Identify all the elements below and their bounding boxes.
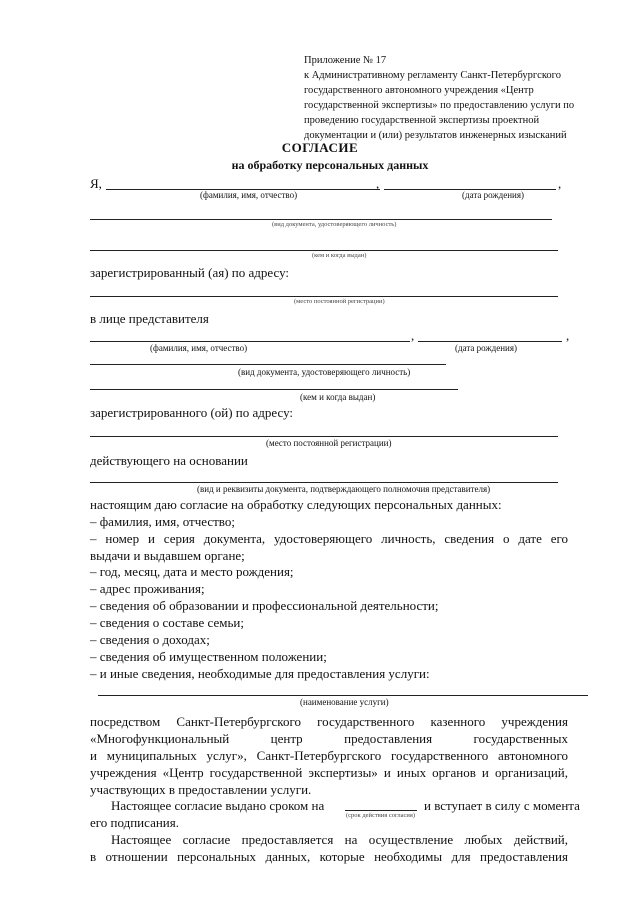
data-item: – номер и серия документа, удостоверяющего личность, сведения о дате его	[90, 531, 568, 546]
data-item: выдачи и выдавшем органе;	[90, 548, 245, 563]
representative-issued-field[interactable]	[90, 389, 458, 390]
representative-document-field[interactable]	[90, 364, 446, 365]
representative-document-caption: (вид документа, удостоверяющего личность)	[238, 367, 411, 377]
validity-term-field[interactable]	[345, 810, 417, 811]
validity-caption: (срок действия согласия)	[346, 812, 416, 819]
representative-address-caption: (место постоянной регистрации)	[266, 438, 392, 448]
subject-document-field[interactable]	[90, 219, 552, 220]
appendix-line: Приложение № 17	[304, 55, 387, 66]
means-line: учреждения «Центр государственной экспертизы» и иных органов и организаций,	[90, 765, 568, 780]
representative-basis-field[interactable]	[90, 482, 558, 483]
data-item: – и иные сведения, необходимые для предоставления услуги:	[90, 666, 430, 681]
subject-issued-caption: (кем и когда выдан)	[312, 252, 367, 259]
subject-address-caption: (место постоянной регистрации)	[294, 298, 385, 305]
representative-name-caption: (фамилия, имя, отчество)	[150, 343, 248, 353]
appendix-line: проведению государственной экспертизы проектной	[304, 115, 540, 126]
service-name-field[interactable]	[98, 695, 588, 696]
purpose-line: Настоящее согласие предоставляется на осуществление любых действий,	[111, 832, 568, 847]
representative-address-field[interactable]	[90, 436, 558, 437]
comma: ,	[558, 176, 562, 191]
subject-address-field[interactable]	[90, 296, 558, 297]
subject-address-label: зарегистрированный (ая) по адресу:	[90, 265, 290, 280]
validity-start: Настоящее согласие выдано сроком на	[111, 798, 325, 813]
validity-line2: его подписания.	[90, 815, 179, 830]
representative-issued-caption: (кем и когда выдан)	[300, 392, 376, 402]
consent-intro: настоящим даю согласие на обработку следующих персональных данных:	[90, 497, 502, 512]
comma: ,	[411, 328, 415, 343]
representative-name-field[interactable]	[90, 341, 410, 342]
representative-dob-caption: (дата рождения)	[455, 343, 517, 353]
representative-label: в лице представителя	[90, 311, 209, 326]
comma: ,	[566, 328, 570, 343]
service-caption: (наименование услуги)	[300, 697, 389, 707]
data-item: – сведения о составе семьи;	[90, 615, 244, 630]
data-item: – сведения об имущественном положении;	[90, 649, 327, 664]
means-line: участвующих в предоставлении услуги.	[90, 782, 312, 797]
comma: ,	[376, 176, 380, 191]
validity-end: и вступает в силу с момента	[424, 798, 580, 813]
appendix-line: государственного автономного учреждения «Центр	[304, 85, 534, 96]
subject-dob-caption: (дата рождения)	[462, 190, 524, 200]
appendix-line: к Административному регламенту Санкт-Петербургского	[304, 70, 561, 81]
appendix-line: документации и (или) результатов инженерных изысканий	[304, 130, 567, 141]
subject-issued-field[interactable]	[90, 250, 558, 251]
appendix-line: государственной экспертизы» по предоставлению услуги по	[304, 100, 575, 111]
representative-basis-caption: (вид и реквизиты документа, подтверждающего полномочия представителя)	[197, 484, 491, 494]
means-line: и муниципальных услуг», Санкт-Петербургского государственного автономного	[90, 748, 568, 763]
data-item: – адрес проживания;	[90, 581, 205, 596]
subject-prefix: Я,	[90, 176, 102, 191]
data-item: – сведения о доходах;	[90, 632, 210, 647]
data-item: – сведения об образовании и профессиональной деятельности;	[90, 598, 439, 613]
representative-dob-field[interactable]	[418, 341, 562, 342]
data-item: – год, месяц, дата и место рождения;	[90, 564, 294, 579]
data-item: – фамилия, имя, отчество;	[90, 514, 235, 529]
representative-basis-label: действующего на основании	[90, 453, 248, 468]
subject-document-caption: (вид документа, удостоверяющего личность)	[272, 221, 397, 228]
purpose-line: в отношении персональных данных, которые необходимы для предоставления	[90, 849, 568, 864]
document-title: СОГЛАСИЕ	[281, 140, 359, 155]
appendix-note	[304, 53, 574, 143]
subject-name-caption: (фамилия, имя, отчество)	[200, 190, 298, 200]
means-line: «Многофункциональный центр предоставления государственных	[90, 731, 568, 746]
means-line: посредством Санкт-Петербургского государственного казенного учреждения	[90, 714, 568, 729]
representative-address-label: зарегистрированного (ой) по адресу:	[90, 405, 294, 420]
document-subtitle: на обработку персональных данных	[231, 158, 429, 172]
